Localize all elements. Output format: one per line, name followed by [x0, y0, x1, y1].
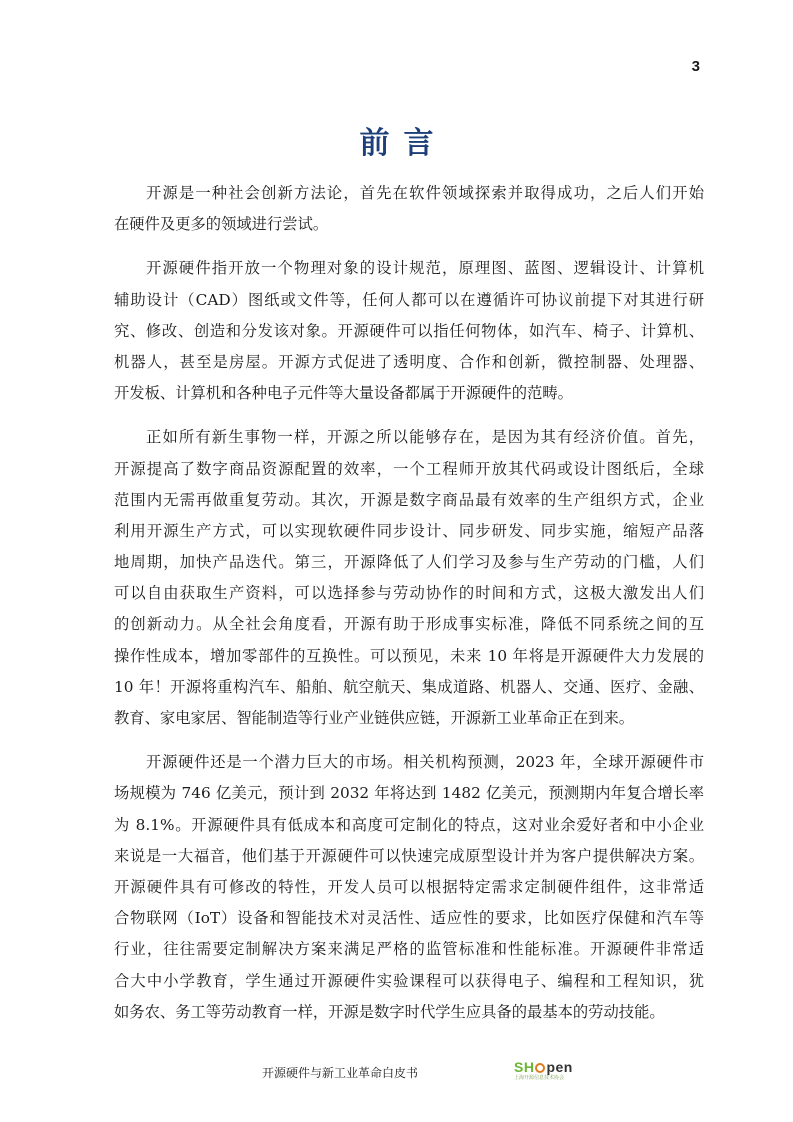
logo-subtitle: 上海开源信息技术协会 [514, 1075, 565, 1081]
paragraph-1 [114, 178, 704, 240]
text-line: 利用开源生产方式，可以实现软硬件同步设计、同步研发、同步实施，缩短产品落 [114, 521, 704, 540]
text-line: 教育、家电家居、智能制造等行业产业链供应链，开源新工业革命正在到来。 [114, 709, 635, 727]
shopen-logo [514, 1060, 594, 1090]
page-title: 前言 [359, 126, 448, 161]
paragraph-4 [114, 747, 704, 1028]
text-line: 开源硬件具有可修改的特性，开发人员可以根据特定需求定制硬件组件，这非常适 [114, 877, 704, 896]
logo-ring-icon [535, 1063, 545, 1073]
text-line: 场规模为 746 亿美元，预计到 2032 年将达到 1482 亿美元，预测期内年复合增长率 [114, 784, 704, 803]
logo-wordmark [514, 1060, 594, 1075]
body-text [114, 178, 704, 1041]
text-line: 在硬件及更多的领域进行尝试。 [114, 215, 329, 234]
text-line: 开源是一种社会创新方法论，首先在软件领域探索并取得成功，之后人们开始 [146, 184, 704, 202]
text-line: 如务农、务工等劳动教育一样，开源是数字时代学生应具备的最基本的劳动技能。 [114, 1002, 665, 1021]
logo-text-left: SH [514, 1059, 535, 1075]
text-line: 10 年！开源将重构汽车、船舶、航空航天、集成道路、机器人、交通、医疗、金融、 [114, 677, 704, 696]
logo-text-right: pen [546, 1059, 573, 1075]
text-line: 合大中小学教育，学生通过开源硬件实验课程可以获得电子、编程和工程知识，犹 [114, 971, 704, 990]
text-line: 正如所有新生事物一样，开源之所以能够存在，是因为其有经济价值。首先， [146, 428, 704, 447]
text-line: 来说是一大福音，他们基于开源硬件可以快速完成原型设计并为客户提供解决方案。 [114, 846, 704, 865]
text-line: 为 8.1%。开源硬件具有低成本和高度可定制化的特点，这对业余爱好者和中小企业 [114, 815, 704, 834]
text-line: 的创新动力。从全社会角度看，开源有助于形成事实标准，降低不同系统之间的互 [114, 615, 704, 634]
text-line: 究、修改、创造和分发该对象。开源硬件可以指任何物体，如汽车、椅子、计算机、 [114, 321, 704, 340]
text-line: 范围内无需再做重复劳动。其次，开源是数字商品最有效率的生产组织方式，企业 [114, 490, 704, 509]
text-line: 合物联网（IoT）设备和智能技术对灵活性、适应性的要求，比如医疗保健和汽车等 [114, 909, 704, 928]
text-line: 地周期，加快产品迭代。第三，开源降低了人们学习及参与生产劳动的门槛，人们 [114, 553, 704, 572]
text-line: 开源提高了数字商品资源配置的效率，一个工程师开放其代码或设计图纸后，全球 [114, 459, 704, 478]
page-number: 3 [691, 58, 700, 75]
text-line: 开发板、计算机和各种电子元件等大量设备都属于开源硬件的范畴。 [114, 384, 573, 403]
text-line: 机器人，甚至是房屋。开源方式促进了透明度、合作和创新，微控制器、处理器、 [114, 352, 704, 371]
footer-title: 开源硬件与新工业革命白皮书 [261, 1066, 418, 1080]
text-line: 开源硬件指开放一个物理对象的设计规范，原理图、蓝图、逻辑设计、计算机 [146, 259, 704, 278]
text-line: 开源硬件还是一个潜力巨大的市场。相关机构预测，2023 年，全球开源硬件市 [146, 753, 704, 772]
paragraph-2 [114, 253, 704, 409]
text-line: 操作性成本，增加零部件的互换性。可以预见，未来 10 年将是开源硬件大力发展的 [114, 646, 704, 665]
paragraph-3 [114, 422, 704, 734]
text-line: 辅助设计（CAD）图纸或文件等，任何人都可以在遵循许可协议前提下对其进行研 [114, 290, 704, 309]
text-line: 可以自由获取生产资料，可以选择参与劳动协作的时间和方式，这极大激发出人们 [114, 584, 704, 603]
text-line: 行业，往往需要定制解决方案来满足严格的监管标准和性能标准。开源硬件非常适 [114, 940, 704, 959]
